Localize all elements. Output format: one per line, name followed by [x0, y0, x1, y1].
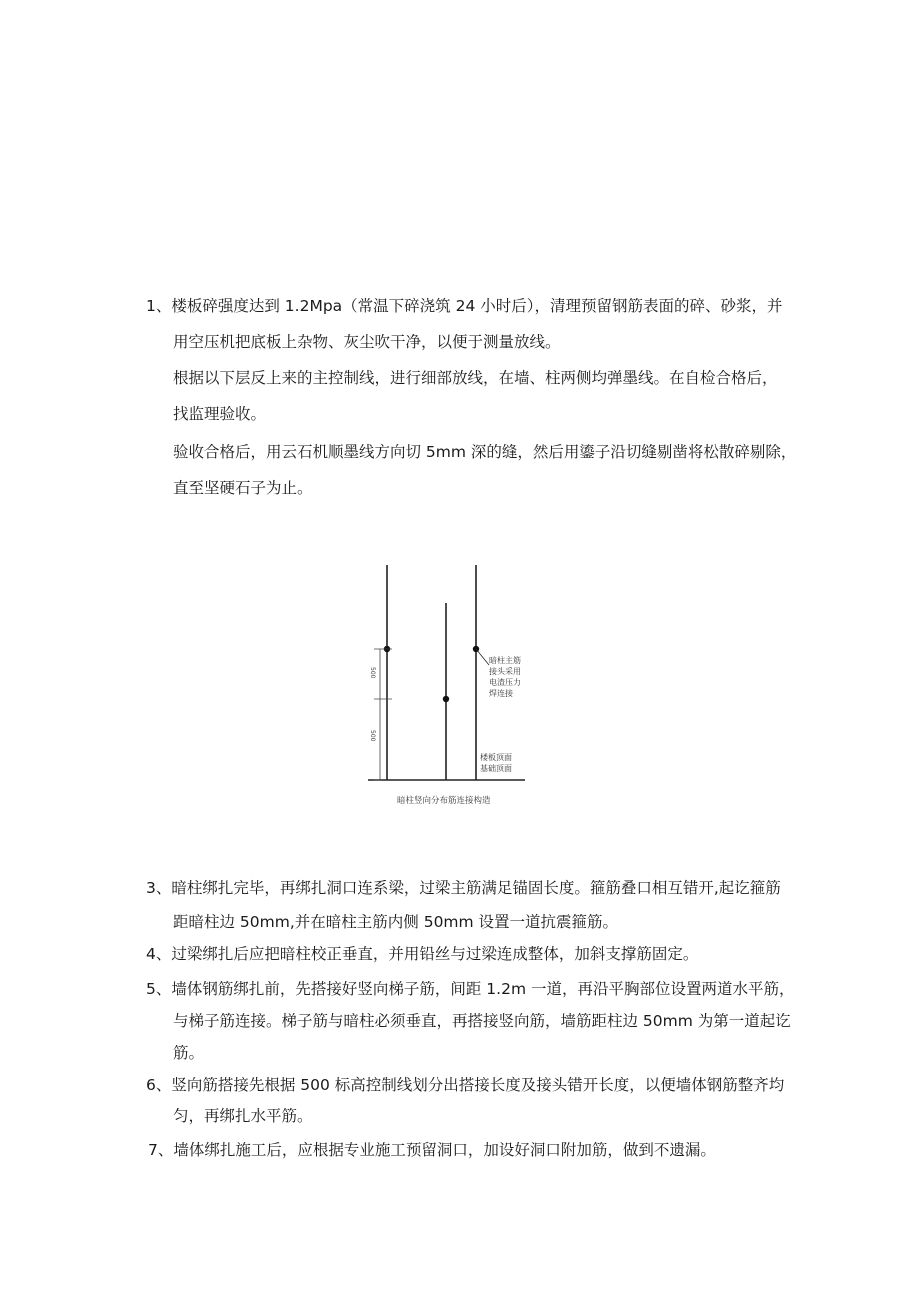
step-4-line-1: 4、过梁绑扎后应把暗柱校正垂直，并用铅丝与过梁连成整体，加斜支撑筋固定。	[146, 945, 699, 963]
floor-note-line-1: 楼板顶面	[480, 753, 512, 762]
step-2b-line-2: 直至坚硬石子为止。	[173, 479, 313, 497]
joint-dot-middle	[443, 696, 449, 702]
diagram-caption: 暗柱竖向分布筋连接构造	[397, 796, 491, 806]
joint-note-line-1: 暗柱主筋	[489, 656, 521, 665]
leader-line	[476, 649, 489, 665]
joint-note-line-4: 焊连接	[489, 689, 513, 698]
step-5-line-1: 5、墙体钢筋绑扎前，先搭接好竖向梯子筋，间距 1.2m 一道，再沿平胸部位设置两道水平筋，	[146, 980, 795, 998]
step-5-line-3: 筋。	[173, 1044, 205, 1062]
step-3-line-2: 距暗柱边 50mm,并在暗柱主筋内侧 50mm 设置一道抗震箍筋。	[173, 913, 619, 931]
step-7-line-1: 7、墙体绑扎施工后，应根据专业施工预留洞口，加设好洞口附加筋，做到不遗漏。	[148, 1141, 716, 1159]
dimension-label-lower: 500	[369, 730, 376, 742]
joint-note-line-3: 电渣压力	[489, 678, 521, 687]
step-2-line-1: 根据以下层反上来的主控制线，进行细部放线，在墙、柱两侧均弹墨线。在自检合格后，	[173, 369, 778, 387]
step-2b-line-1: 验收合格后，用云石机顺墨线方向切 5mm 深的缝，然后用鎏子沿切缝剔凿将松散碎剔除，	[173, 443, 797, 461]
step-1-line-2: 用空压机把底板上杂物、灰尘吹干净，以便于测量放线。	[173, 333, 561, 351]
joint-note-line-2: 接头采用	[489, 667, 521, 676]
rebar-connection-diagram	[360, 560, 540, 815]
step-1-line-1: 1、楼板碎强度达到 1.2Mpa（常温下碎浇筑 24 小时后），清理预留钢筋表面的碎、砂浆，并	[146, 297, 783, 315]
step-2-line-2: 找监理验收。	[173, 405, 267, 423]
step-3-line-1: 3、暗柱绑扎完毕，再绑扎洞口连系梁，过梁主筋满足锚固长度。箍筋叠口相互错开,起讫箍筋	[146, 879, 781, 897]
step-5-line-2: 与梯子筋连接。梯子筋与暗柱必须垂直，再搭接竖向筋，墙筋距柱边 50mm 为第一道起讫	[173, 1012, 791, 1030]
dimension-label-upper: 500	[369, 667, 376, 679]
step-6-line-2: 匀，再绑扎水平筋。	[173, 1107, 313, 1125]
step-6-line-1: 6、竖向筋搭接先根据 500 标高控制线划分出搭接长度及接头错开长度，以便墙体钢筋整齐均	[146, 1076, 785, 1094]
floor-note-line-2: 基础顶面	[480, 764, 512, 773]
